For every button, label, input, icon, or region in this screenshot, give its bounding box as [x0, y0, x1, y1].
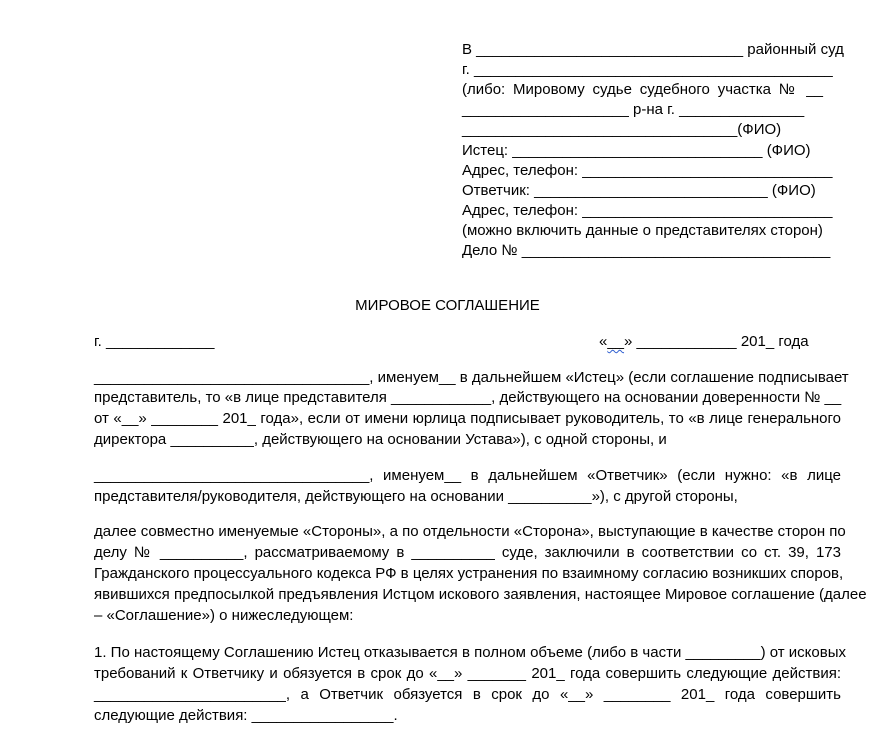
- header-line-district: ____________________ р-на г. _______________: [462, 101, 805, 118]
- paragraph-line: 1. По настоящему Соглашению Истец отказывается в полном объеме (либо в части _________) от исковых: [94, 644, 846, 661]
- header-line-fio: _________________________________(ФИО): [462, 121, 782, 138]
- header-line-plaintiff: Истец: ______________________________ (ФИО): [462, 142, 811, 159]
- paragraph-line: представитель, то «в лице представителя ____________, действующего на основании доверенности № __: [94, 389, 842, 406]
- header-line-court: В ________________________________ районный суд: [462, 41, 844, 58]
- header-line-city: г. ___________________________________________: [462, 61, 833, 78]
- paragraph-line: делу № __________, рассматриваемому в __________ суде, заключили в соответствии со ст. 39, 173: [94, 544, 841, 561]
- paragraph-line: представителя/руководителя, действующего на основании __________»), с другой стороны,: [94, 488, 738, 505]
- paragraph-line: от «__» ________ 201_ года», если от имени юрлица подписывает руководитель, то «в лице генерального: [94, 410, 841, 427]
- header-line-representatives-note: (можно включить данные о представителях сторон): [462, 222, 823, 239]
- city-line: г. _____________: [94, 333, 215, 350]
- header-line-defendant: Ответчик: ____________________________ (ФИО): [462, 182, 816, 199]
- paragraph-line: _______________________, а Ответчик обязуется в срок до «__» ________ 201_ года совершить: [94, 686, 841, 703]
- date-day-blank: __: [607, 333, 625, 350]
- paragraph-line: явившихся предпосылкой предъявления Истцом искового заявления, настоящее Мировое соглашение (далее: [94, 586, 867, 603]
- header-line-defendant-address: Адрес, телефон: ______________________________: [462, 202, 833, 219]
- paragraph-line: директора __________, действующего на основании Устава»), с одной стороны, и: [94, 431, 667, 448]
- paragraph-line: следующие действия: _________________.: [94, 707, 398, 724]
- paragraph-line: _________________________________, именуем__ в дальнейшем «Ответчик» (если нужно: «в лице: [94, 467, 841, 484]
- date-line: [599, 332, 809, 352]
- date-rest: » ____________ 201_ года: [624, 333, 809, 350]
- paragraph-line: требований к Ответчику и обязуется в срок до «__» _______ 201_ года совершить следующие действия:: [94, 665, 841, 682]
- paragraph-line: _________________________________, именуем__ в дальнейшем «Истец» (если соглашение подписывает: [94, 369, 849, 386]
- paragraph-line: – «Соглашение») о нижеследующем:: [94, 607, 354, 624]
- paragraph-line: Гражданского процессуального кодекса РФ в целях устранения по взаимному согласию возникших споров,: [94, 565, 844, 582]
- header-line-case-number: Дело № _____________________________________: [462, 242, 831, 259]
- document-title: МИРОВОЕ СОГЛАШЕНИЕ: [355, 297, 540, 314]
- date-prefix: «: [599, 333, 608, 350]
- header-line-magistrate: (либо: Мировому судье судебного участка № __: [462, 81, 823, 98]
- paragraph-line: далее совместно именуемые «Стороны», а по отдельности «Сторона», выступающие в качестве сторон по: [94, 523, 846, 540]
- header-line-plaintiff-address: Адрес, телефон: ______________________________: [462, 162, 833, 179]
